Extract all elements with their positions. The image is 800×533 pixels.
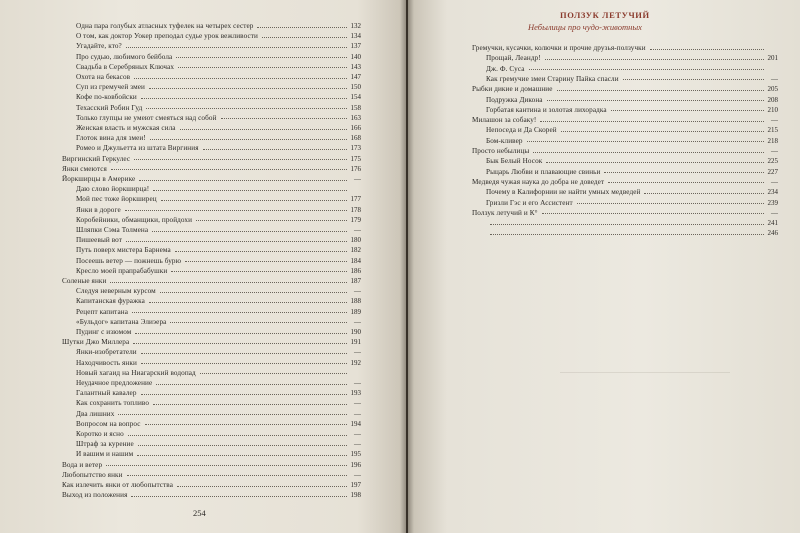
toc-entry-title: Одна пара голубых атласных туфелек на четырех сестер bbox=[76, 22, 254, 30]
toc-entry bbox=[76, 104, 361, 113]
toc-entry bbox=[76, 348, 361, 357]
toc-entry bbox=[76, 195, 361, 204]
toc-entry-title: «Бульдог» капитана Элиэера bbox=[76, 317, 167, 326]
dot-leader bbox=[200, 372, 347, 374]
toc-entry-page: 241 bbox=[767, 219, 778, 228]
dot-leader bbox=[134, 158, 347, 160]
toc-entry bbox=[76, 430, 361, 439]
toc-entry-title: Галантный кавалер bbox=[76, 389, 137, 398]
toc-entry-page: — bbox=[771, 74, 778, 83]
toc-entry-title: Просто небылицы bbox=[472, 147, 530, 155]
toc-entry-page: 190 bbox=[350, 328, 361, 336]
toc-entry-page: 177 bbox=[350, 195, 361, 204]
toc-entry-page: — bbox=[771, 147, 778, 155]
toc-entry bbox=[472, 147, 778, 156]
toc-entry-page: 154 bbox=[350, 93, 361, 102]
toc-entry bbox=[62, 165, 361, 174]
dot-leader bbox=[533, 151, 764, 153]
toc-entry-page: 197 bbox=[350, 481, 361, 489]
dot-leader bbox=[106, 464, 347, 466]
toc-entry-title: Охота на бекасов bbox=[76, 73, 131, 81]
toc-entry-title: Штраф за курение bbox=[76, 440, 134, 449]
toc-entry-title: Пудинг с изюмом bbox=[76, 328, 132, 336]
toc-entry bbox=[62, 491, 361, 500]
toc-entry-page: — bbox=[354, 175, 361, 183]
toc-entry-title: Любопытство янки bbox=[62, 470, 123, 479]
dot-leader bbox=[141, 393, 347, 395]
toc-entry-page: 163 bbox=[350, 113, 361, 122]
toc-entry bbox=[76, 267, 361, 276]
toc-entry-page: — bbox=[354, 348, 361, 357]
dot-leader bbox=[149, 87, 347, 89]
toc-entry bbox=[76, 328, 361, 337]
toc-entry-page: 182 bbox=[350, 246, 361, 255]
toc-entry-page: 173 bbox=[350, 144, 361, 153]
dot-leader bbox=[542, 212, 764, 214]
toc-entry bbox=[76, 389, 361, 398]
toc-entry-title: Находчивость янки bbox=[76, 358, 137, 367]
dot-leader bbox=[175, 250, 347, 252]
toc-entry-page: 143 bbox=[350, 62, 361, 71]
toc-entry bbox=[486, 157, 778, 166]
dot-leader bbox=[529, 68, 764, 70]
toc-entry-page: 210 bbox=[767, 105, 778, 114]
dot-leader bbox=[170, 321, 347, 323]
dot-leader bbox=[577, 202, 764, 204]
toc-entry-page: — bbox=[771, 116, 778, 125]
toc-entry-title: Прощай, Леандр! bbox=[486, 54, 541, 63]
dot-leader bbox=[490, 223, 764, 225]
toc-entry bbox=[486, 106, 778, 115]
dot-leader bbox=[156, 383, 347, 385]
toc-entry-page: 178 bbox=[350, 205, 361, 214]
toc-entry-title: Техасский Робин Гуд bbox=[76, 103, 143, 112]
toc-entry-page: 180 bbox=[350, 236, 361, 245]
toc-entry-title: Гремучки, кусачки, колючки и прочие друзья-ползучки bbox=[472, 44, 646, 52]
toc-entry-page: 198 bbox=[350, 491, 361, 500]
dot-leader bbox=[161, 199, 347, 201]
toc-entry-page: — bbox=[354, 440, 361, 449]
toc-entry-page: 227 bbox=[767, 167, 778, 176]
toc-entry bbox=[76, 297, 361, 306]
dot-leader bbox=[257, 26, 347, 28]
dot-leader bbox=[118, 413, 347, 415]
toc-entry-page: 150 bbox=[350, 83, 361, 92]
toc-entry-page: 234 bbox=[767, 188, 778, 197]
toc-entry-title: Медведя чужая наука до добра не доведет bbox=[472, 177, 605, 186]
dot-leader bbox=[150, 138, 347, 140]
toc-entry-page: — bbox=[354, 430, 361, 438]
toc-entry-title: Милашон за собаку! bbox=[472, 116, 537, 125]
toc-entry-page: 175 bbox=[350, 154, 361, 163]
toc-entry bbox=[486, 168, 778, 177]
dot-leader bbox=[608, 181, 764, 183]
toc-entry bbox=[76, 83, 361, 92]
toc-entry-page: 176 bbox=[350, 164, 361, 173]
toc-entry bbox=[62, 471, 361, 480]
right-page bbox=[408, 0, 800, 533]
toc-entry bbox=[76, 308, 361, 317]
toc-entry-title: Ползук летучий и К° bbox=[472, 208, 538, 217]
toc-entry-title: Рыбки дикие и домашние bbox=[472, 85, 553, 94]
toc-entry-page: 166 bbox=[350, 124, 361, 132]
toc-entry-title: Рецепт капитана bbox=[76, 307, 129, 316]
section-subtitle: Небылицы про чудо-животных bbox=[528, 22, 642, 32]
toc-entry bbox=[76, 124, 361, 133]
dot-leader bbox=[141, 97, 347, 99]
toc-entry bbox=[486, 65, 778, 74]
toc-entry-title: Два лишних bbox=[76, 409, 115, 418]
dot-leader bbox=[623, 78, 764, 80]
toc-entry bbox=[62, 481, 361, 490]
dot-leader bbox=[111, 168, 347, 170]
dot-leader bbox=[604, 171, 764, 173]
toc-entry-page: 137 bbox=[350, 42, 361, 51]
toc-entry-page: 186 bbox=[350, 266, 361, 275]
dot-leader bbox=[110, 281, 347, 283]
dot-leader bbox=[177, 485, 347, 487]
toc-entry bbox=[62, 461, 361, 470]
toc-entry bbox=[76, 32, 361, 41]
toc-entry-page: 196 bbox=[350, 460, 361, 469]
dot-leader bbox=[545, 58, 764, 60]
toc-entry-title: Посеешь ветер — пожнешь бурю bbox=[76, 256, 182, 265]
toc-entry-page: 188 bbox=[350, 297, 361, 306]
toc-entry bbox=[76, 287, 361, 296]
toc-entry bbox=[486, 126, 778, 135]
toc-entry bbox=[76, 144, 361, 153]
dot-leader bbox=[126, 240, 347, 242]
toc-entry-page: 205 bbox=[767, 85, 778, 94]
toc-entry-title: Рыцарь Любви и плавающие свиньи bbox=[486, 167, 601, 176]
toc-entry-page: 225 bbox=[767, 157, 778, 166]
dot-leader bbox=[203, 148, 347, 150]
toc-entry-page: 158 bbox=[350, 103, 361, 112]
dot-leader bbox=[176, 56, 347, 58]
toc-entry-title: Как излечить янки от любопытства bbox=[62, 481, 173, 489]
toc-entry-page: 193 bbox=[350, 389, 361, 398]
toc-entry-title: Коробейники, обманщики, пройдохи bbox=[76, 215, 193, 224]
dot-leader bbox=[139, 179, 347, 181]
toc-entry-page: — bbox=[354, 317, 361, 326]
dot-leader bbox=[196, 219, 347, 221]
toc-entry-page: 187 bbox=[350, 277, 361, 285]
toc-entry bbox=[486, 137, 778, 146]
toc-entry-page: 192 bbox=[350, 358, 361, 367]
dot-leader bbox=[138, 444, 347, 446]
toc-entry-page: — bbox=[354, 409, 361, 418]
toc-entry-title: Йоркширцы в Америке bbox=[62, 175, 136, 183]
toc-entry-title: Подружка Дикона bbox=[486, 95, 543, 104]
toc-entry-title: Глоток вина для змеи! bbox=[76, 134, 146, 143]
toc-entry-title: Вода и ветер bbox=[62, 460, 103, 469]
toc-entry-title: Как сохранить топливо bbox=[76, 399, 150, 408]
toc-entry bbox=[472, 209, 778, 218]
faded-page-mark bbox=[560, 372, 730, 373]
toc-entry bbox=[76, 42, 361, 51]
toc-entry-page: 140 bbox=[350, 52, 361, 61]
dot-leader bbox=[141, 352, 347, 354]
toc-entry bbox=[76, 206, 361, 215]
toc-entry-title: Соленые янки bbox=[62, 277, 107, 285]
toc-entry bbox=[62, 277, 361, 286]
toc-entry-title: Виргинский Геркулес bbox=[62, 154, 131, 163]
toc-entry-title: Только глупцы не умеют смеяться над собой bbox=[76, 113, 217, 122]
toc-entry-title: Янки-изобретатели bbox=[76, 348, 137, 357]
toc-entry bbox=[472, 85, 778, 94]
dot-leader bbox=[180, 128, 347, 130]
dot-leader bbox=[153, 189, 347, 191]
toc-entry bbox=[76, 53, 361, 62]
dot-leader bbox=[152, 230, 347, 232]
toc-entry-title: Суп из гремучей змеи bbox=[76, 83, 145, 92]
toc-entry-title: Бом-кливер bbox=[486, 136, 523, 145]
toc-entry bbox=[76, 420, 361, 429]
toc-entry-title: Дж. Ф. Суса bbox=[486, 64, 525, 73]
toc-entry-title: Бык Белый Носок bbox=[486, 157, 543, 166]
toc-entry bbox=[76, 73, 361, 82]
dot-leader bbox=[171, 270, 347, 272]
toc-entry-title: Вопросом на вопрос bbox=[76, 419, 141, 428]
toc-entry bbox=[486, 229, 778, 238]
dot-leader bbox=[546, 161, 764, 163]
toc-entry-page: — bbox=[354, 287, 361, 296]
toc-entry bbox=[486, 188, 778, 197]
toc-entry-title: Шляпки Сэма Толмена bbox=[76, 226, 149, 234]
toc-entry-page: — bbox=[354, 379, 361, 387]
toc-entry-page: — bbox=[354, 226, 361, 234]
toc-entry-title: Шутки Джо Миллера bbox=[62, 338, 130, 347]
toc-entry bbox=[486, 96, 778, 105]
toc-entry-title: Даю слово йоркширца! bbox=[76, 185, 150, 194]
toc-entry bbox=[76, 257, 361, 266]
toc-entry-title: Янки смеются bbox=[62, 164, 107, 173]
toc-entry-page: 191 bbox=[350, 338, 361, 347]
toc-entry bbox=[62, 175, 361, 184]
toc-entry-title: Новый хагаид на Ниагарский водопад bbox=[76, 368, 196, 377]
toc-entry-title: Коротко и ясно bbox=[76, 430, 124, 438]
toc-entry bbox=[76, 440, 361, 449]
dot-leader bbox=[490, 233, 764, 235]
toc-entry-title: Янки в дороге bbox=[76, 205, 121, 214]
toc-entry-title: Почему в Калифорнии не найти умных медведей bbox=[486, 188, 641, 197]
dot-leader bbox=[221, 117, 347, 119]
toc-entry bbox=[76, 410, 361, 419]
dot-leader bbox=[145, 423, 347, 425]
dot-leader bbox=[153, 403, 347, 405]
dot-leader bbox=[126, 46, 347, 48]
toc-entry-page: — bbox=[771, 208, 778, 217]
toc-entry-page: 215 bbox=[767, 126, 778, 135]
toc-entry-title: Свадьба в Серебряных Ключах bbox=[76, 62, 175, 71]
toc-entry bbox=[76, 369, 361, 378]
dot-leader bbox=[527, 140, 764, 142]
toc-entry-title: Пишеевый вот bbox=[76, 236, 123, 245]
toc-entry-page: 246 bbox=[767, 229, 778, 238]
toc-entry-title: Неудачное предложение bbox=[76, 379, 153, 387]
toc-entry-page: — bbox=[771, 177, 778, 186]
dot-leader bbox=[650, 48, 764, 50]
dot-leader bbox=[149, 301, 347, 303]
toc-entry-title: О том, как доктор Уокер преподал судье урок вежливости bbox=[76, 32, 258, 41]
toc-entry-title: Гризли Гэс и его Ассистент bbox=[486, 198, 573, 207]
toc-entry-title: Мой пес тоже йоркширец bbox=[76, 195, 157, 204]
toc-entry bbox=[486, 199, 778, 208]
toc-entry-page: 134 bbox=[350, 32, 361, 41]
dot-leader bbox=[134, 77, 347, 79]
dot-leader bbox=[146, 107, 347, 109]
toc-entry bbox=[472, 44, 778, 53]
toc-entry bbox=[76, 226, 361, 235]
dot-leader bbox=[132, 311, 347, 313]
toc-entry bbox=[76, 22, 361, 31]
toc-entry-title: Кресло моей прапрабабушки bbox=[76, 266, 168, 275]
toc-entry bbox=[76, 114, 361, 123]
toc-entry-title: И вашим и нашим bbox=[76, 450, 134, 459]
toc-entry bbox=[76, 93, 361, 102]
toc-entry bbox=[76, 63, 361, 72]
toc-entry bbox=[76, 134, 361, 143]
dot-leader bbox=[185, 260, 347, 262]
toc-entry-page: 194 bbox=[350, 419, 361, 428]
toc-entry-title: Про судью, любимого бейбола bbox=[76, 52, 173, 61]
dot-leader bbox=[135, 332, 347, 334]
toc-entry bbox=[62, 338, 361, 347]
dot-leader bbox=[540, 120, 764, 122]
toc-entry bbox=[76, 246, 361, 255]
dot-leader bbox=[131, 495, 347, 497]
toc-entry-title: Непоседа и Да Скорей bbox=[486, 126, 557, 135]
toc-entry-title: Женская власть и мужская сила bbox=[76, 124, 176, 132]
toc-entry bbox=[486, 75, 778, 84]
toc-entry bbox=[472, 116, 778, 125]
dot-leader bbox=[127, 474, 347, 476]
dot-leader bbox=[557, 89, 764, 91]
toc-entry bbox=[76, 399, 361, 408]
dot-leader bbox=[125, 209, 347, 211]
dot-leader bbox=[133, 342, 347, 344]
toc-entry-page: 147 bbox=[350, 73, 361, 81]
dot-leader bbox=[137, 454, 347, 456]
toc-entry-title: Капитанская фуражка bbox=[76, 297, 145, 306]
toc-entry-page: 184 bbox=[350, 256, 361, 265]
toc-entry bbox=[76, 185, 361, 194]
toc-entry bbox=[76, 450, 361, 459]
dot-leader bbox=[160, 291, 347, 293]
toc-entry-title: Следуя неверным курсом bbox=[76, 287, 156, 296]
toc-entry-title: Путь поверх мистера Барнема bbox=[76, 246, 171, 255]
section-title: ПОЛЗУК ЛЕТУЧИЙ bbox=[560, 10, 650, 20]
toc-entry bbox=[486, 219, 778, 228]
page-number: 254 bbox=[193, 508, 206, 518]
toc-entry bbox=[76, 216, 361, 225]
toc-entry-page: 168 bbox=[350, 134, 361, 143]
toc-entry bbox=[76, 379, 361, 388]
toc-entry-page: 201 bbox=[767, 54, 778, 63]
toc-entry bbox=[76, 359, 361, 368]
toc-entry-page: 132 bbox=[350, 22, 361, 30]
toc-entry-title: Кофе по-ковбойски bbox=[76, 93, 137, 102]
toc-entry-page: 189 bbox=[350, 307, 361, 316]
toc-entry-page: — bbox=[354, 399, 361, 408]
toc-entry-page: 218 bbox=[767, 136, 778, 145]
toc-entry bbox=[472, 178, 778, 187]
toc-entry-title: Как гремучие змеи Старину Пайка спасли bbox=[486, 74, 619, 83]
toc-entry bbox=[76, 318, 361, 327]
dot-leader bbox=[178, 66, 347, 68]
toc-entry-page: 239 bbox=[767, 198, 778, 207]
dot-leader bbox=[141, 362, 347, 364]
toc-entry bbox=[62, 155, 361, 164]
toc-entry bbox=[76, 236, 361, 245]
dot-leader bbox=[262, 36, 347, 38]
toc-entry-page: 179 bbox=[350, 215, 361, 224]
toc-entry-page: 195 bbox=[350, 450, 361, 459]
dot-leader bbox=[128, 434, 347, 436]
dot-leader bbox=[547, 99, 764, 101]
dot-leader bbox=[644, 192, 764, 194]
toc-entry bbox=[486, 54, 778, 63]
toc-entry-title: Угадайте, кто? bbox=[76, 42, 122, 51]
toc-entry-page: 208 bbox=[767, 95, 778, 104]
toc-entry-title: Горбатая кантина и золотая лихорадка bbox=[486, 105, 607, 114]
dot-leader bbox=[561, 130, 764, 132]
dot-leader bbox=[611, 109, 764, 111]
toc-entry-title: Ромео и Джульетта из штата Виргиния bbox=[76, 144, 199, 153]
toc-entry-page: — bbox=[354, 470, 361, 479]
toc-entry-title: Выход из положения bbox=[62, 491, 128, 500]
